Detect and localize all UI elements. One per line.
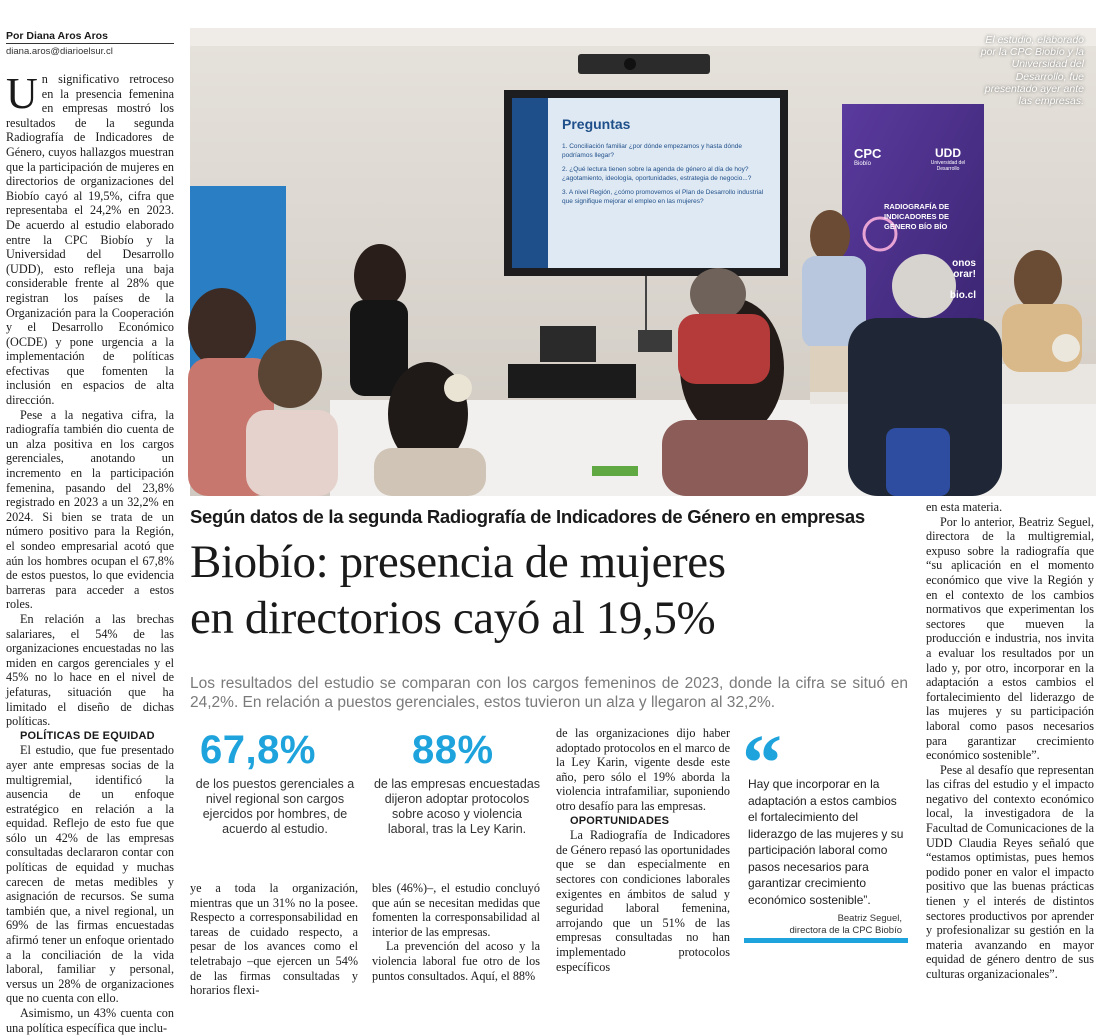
article-paragraph-8: La prevención del acoso y la violencia laboral fue otro de los puntos consultados. Aquí, el 88%: [372, 939, 540, 983]
article-paragraph-12: Por lo anterior, Beatriz Seguel, directora de la multigremial, expuso sobre la radiografía que “su aplicación en el momento económico que vive la Región y en el contexto de los cambios normativos que experimentan los sectores que mueven la producción e industria, nos invita a evaluar los resultados por un lado y, por otro, incorporar en la adaptación a estos cambios el fortalecimiento del liderazgo de las mujeres y su participación laboral como pasos necesarios para garantizar crecimiento económico sostenible”.: [926, 514, 1094, 763]
screen-item-2: 2. ¿Qué lectura tienen sobre la agenda de género al día de hoy? ¿agotamiento, ideología, oportunidades, estrategia de negocio...?: [562, 166, 752, 182]
quote-mark-icon: “: [742, 720, 782, 808]
udd-logo: UDD: [935, 146, 961, 160]
laptop: [540, 326, 596, 362]
photo-caption: El estudio, elaborado por la CPC Biobío y la Universidad del Desarrollo, fue presentado ayer ante las empresas.: [980, 34, 1084, 108]
screen-item-1: 1. Conciliación familiar ¿por dónde empezamos y hasta dónde podríamos llegar?: [562, 143, 742, 159]
banner-title: RADIOGRAFÍA DE INDICADORES DE GÉNERO BÍO BÍO: [884, 202, 950, 231]
headline-line-2: en directorios cayó al 19,5%: [190, 592, 716, 644]
article-column-4: [556, 726, 730, 974]
article-paragraph-7: bles (46%)–, el estudio concluyó que aún se necesitan medidas que fomenten la corresponsabilidad al interior de las empresas.: [372, 881, 540, 939]
article-column-right: [926, 500, 1094, 982]
article-paragraph-5: Asimismo, un 43% cuenta con una política específica que inclu-: [6, 1006, 174, 1035]
article-paragraph-13: Pese al desafío que representan las cifras del estudio y el impacto negativo del contexto económico local, la investigadora de la Facultad de Comunicaciones de la UDD Claudia Reyes señaló que “estamos optimistas, pues hemos podido poner en valor el impacto positivo que las buenas prácticas tienen y el interés de distintos sectores productivos por aprender y profesionalizar su gestión en la materia avanzando en mayor equidad de género dentro de sus culturas organizacionales”.: [926, 762, 1094, 981]
cpc-logo-sub: Biobío: [854, 161, 872, 167]
headline-line-1: Biobío: presencia de mujeres: [190, 536, 726, 588]
article-column-left: [6, 69, 174, 1035]
video-camera: [578, 54, 710, 74]
quote-author-title: directora de la CPC Biobío: [789, 924, 902, 936]
byline-divider: [6, 43, 174, 44]
quote-author-name: Beatriz Seguel,: [837, 913, 902, 924]
subhead-politicas: POLÍTICAS DE EQUIDAD: [20, 729, 155, 742]
pull-quote-text: Hay que incorporar en la adaptación a estos cambios el fortalecimiento del liderazgo de las mujeres y su participación laboral como pasos necesarios para garantizar crecimiento económico sostenible”.: [748, 777, 904, 907]
article-paragraph-1: [6, 69, 174, 408]
article-column-2: [190, 881, 358, 998]
drop-cap: U: [6, 69, 38, 118]
screen-item-3: 3. A nivel Región, ¿cómo promovemos el Plan de Desarrollo industrial que signifique mejorar el empleo en las mujeres?: [562, 189, 764, 205]
phone: [638, 330, 672, 352]
banner-fragment-1: onos: [952, 258, 976, 269]
article-paragraph-9: de las organizaciones dijo haber adoptado protocolos en el marco de la Ley Karin, vigente desde este año, pero sólo el 19% aborda la violencia intrafamiliar, suponiendo otro desafío para las empresas.: [556, 726, 730, 813]
cpc-logo: CPC: [854, 146, 882, 161]
byline-email[interactable]: diana.aros@diarioelsur.cl: [6, 46, 113, 57]
article-paragraph-2: Pese a la negativa cifra, la radiografía también dio cuenta de un alza positiva en los cargos gerenciales, anotando un incremento en la participación femenina, pasando del 23,8% registrado en 2023 a un 32,2% en 2024. Si bien se trata de un número positivo para la Región, el sondeo empresarial acotó que aún los hombres ocupan el 67,8% de estos puestos, lo que evidencia barreras para acceder a estos roles.: [6, 407, 174, 612]
stat-description-2: de las empresas encuestadas dijeron adoptar protocolos sobre acoso y violencia laboral, tras la Ley Karin.: [373, 777, 541, 836]
article-paragraph-3: En relación a las brechas salariares, el 54% de las organizaciones encuestadas no las miden en cargos gerenciales y el 45% no lo hace en el nivel de jefaturas, situación que ha limitado el diseño de dichas políticas.: [6, 611, 174, 729]
banner-fragment-3: bio.cl: [949, 290, 976, 301]
subhead-oportunidades: OPORTUNIDADES: [570, 814, 670, 827]
article-paragraph-10: La Radiografía de Indicadores de Género repasó las oportunidades que se dan especialmente en sectores con condiciones laborales exigentes en ámbitos de salud y seguridad laboral femenina, arrojando que un 51% de las empresas consultadas no han implementado protocolos específicos: [556, 828, 730, 974]
article-headline: [190, 534, 910, 646]
byline-name: Por Diana Aros Aros: [6, 30, 108, 42]
article-deck: Los resultados del estudio se comparan con los cargos femeninos de 2023, donde la cifra se situó en 24,2%. En relación a puestos gerenciales, estos tuvieron un alza y llegaron al 32,2%.: [190, 675, 908, 711]
paragraph-text: n significativo retroceso en la presencia femenina en empresas mostró los resultados de la segunda Radiografía de Indicadores de Género, cuyos hallazgos muestran que la participación de mujeres en directorios de organizaciones del Biobío cayó al 19,5%, cifra que representaba el 24,2% en 2023. De acuerdo al estudio elaborado entre la CPC Biobío y la Universidad del Desarrollo (UDD), esto refleja una baja considerable frente al 28% que registran los países de la Organización para la Cooperación y el Desarrollo Económico (OCDE) y pone urgencia a la implementación de políticas efectivas que fomenten la inclusión en espacios de alta dirección.: [6, 72, 174, 408]
article-column-3: [372, 881, 540, 983]
article-paragraph-11: en esta materia.: [926, 500, 1003, 514]
article-photo: [190, 28, 1096, 496]
stat-number-2: 88%: [412, 728, 494, 772]
article-paragraph-6: ye a toda la organización, mientras que un 31% no la posee. Respecto a corresponsabilidad en tareas de cuidado respecto, a pesar de los avances como el teletrabajo –que ejercen un 54% de las firmas consultadas y horarios flexi-: [190, 881, 358, 998]
article-paragraph-4: El estudio, que fue presentado ayer ante empresas socias de la multigremial, identificó la ausencia de un enfoque estratégico en relación a la equidad. Reflejo de esto fue que sólo un 42% de las empresas consultadas declararon contar con políticas de equidad y muchas carecen de metas medibles y asignación de recursos. Se suma también que, a nivel regional, un 69% de las firmas encuestadas afirmó tener un enfoque orientado a la conciliación de la vida laboral, familiar y personal, versus un 28% de organizaciones que no cuenta con ello.: [6, 743, 174, 1006]
udd-logo-sub: Universidad del Desarrollo: [930, 160, 966, 172]
screen-content: [562, 116, 772, 206]
screen-title: Preguntas: [562, 116, 631, 132]
banner-fragment-2: orar!: [953, 269, 976, 280]
banner-content: [854, 146, 976, 301]
article-kicker: Según datos de la segunda Radiografía de Indicadores de Género en empresas: [190, 506, 865, 527]
pull-quote-author: [742, 913, 902, 936]
quote-accent-bar: [744, 938, 908, 943]
stat-number-1: 67,8%: [200, 728, 316, 772]
stat-description-1: de los puestos gerenciales a nivel regional son cargos ejercidos por hombres, de acuerdo al estudio.: [195, 777, 355, 836]
